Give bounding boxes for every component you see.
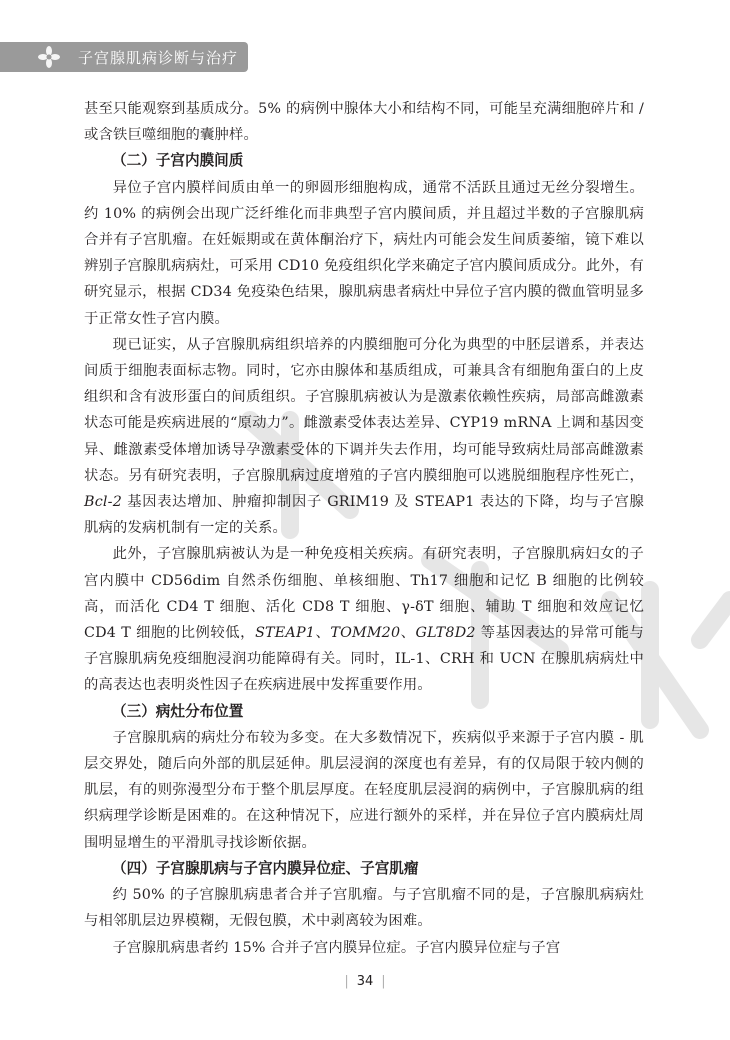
paragraph-text: 此外，子宫腺肌病被认为是一种免疫相关疾病。有研究表明，子宫腺肌病妇女的子宫内膜中 CD56dim 自然杀伤细胞、单核细胞、Th17 细胞和记忆 B 细胞的比例较高，而活化 CD4 T 细胞、活化 CD8 T 细胞、γ-δT 细胞、辅助 T 细胞和效应记忆 CD4 T 细胞的比例较低， xyxy=(84,546,644,642)
paragraph: 约 50% 的子宫腺肌病患者合并子宫肌瘤。与子宫肌瘤不同的是，子宫腺肌病病灶与相邻肌层边界模糊，无假包膜，术中剥离较为困难。 xyxy=(84,887,644,930)
gene-name: STEAP1 xyxy=(255,625,316,642)
page-footer xyxy=(0,974,730,989)
paragraph xyxy=(84,332,644,542)
running-header xyxy=(0,42,248,72)
section-heading: （三）病灶分布位置 xyxy=(112,702,244,720)
gene-name: Bcl-2 xyxy=(84,494,123,511)
gene-name: GLT8D2 xyxy=(415,625,476,642)
flower-icon xyxy=(38,46,60,68)
separator: 、 xyxy=(400,625,416,642)
paragraph: 异位子宫内膜样间质由单一的卵圆形细胞构成，通常不活跃且通过无丝分裂增生。约 10% 的病例会出现广泛纤维化而非典型子宫内膜间质，并且超过半数的子宫腺肌病合并有子宫肌瘤。在妊娠期或在黄体酮治疗下，病灶内可能会发生间质萎缩，镜下难以辨别子宫腺肌病病灶，可采用 CD10 免疫组织化学来确定子宫内膜间质成分。此外，有研究显示，根据 CD34 免疫染色结果，腺肌病患者病灶中异位子宫内膜的微血管明显多于正常女性子宫内膜。 xyxy=(84,179,644,327)
paragraph-text: 等基因表达的异常可能与子宫腺肌病免疫细胞浸润功能障碍有关。同时，IL-1、CRH 和 UCN 在腺肌病病灶中的高表达也表明炎性因子在疾病进展中发挥重要作用。 xyxy=(84,625,644,694)
paragraph xyxy=(84,541,644,698)
section-heading: （四）子宫腺肌病与子宫内膜异位症、子宫肌瘤 xyxy=(112,859,419,877)
paragraph-text: 现已证实，从子宫腺肌病组织培养的内膜细胞可分化为典型的中胚层谱系，并表达间质于细胞表面标志物。同时，它亦由腺体和基质组成，可兼具含有细胞角蛋白的上皮组织和含有波形蛋白的间质组织。子宫腺肌病被认为是激素依赖性疾病，局部高雌激素状态可能是疾病进展的“原动力”。雌激素受体表达差异、CYP19 mRNA 上调和基因变异、雌激素受体增加诱导孕激素受体的下调并失去作用，均可能导致病灶局部高雌激素状态。另有研究表明，子宫腺肌病过度增殖的子宫内膜细胞可以逃脱细胞程序性死亡， xyxy=(84,336,644,484)
page-body xyxy=(84,96,644,961)
paragraph: 甚至只能观察到基质成分。5% 的病例中腺体大小和结构不同，可能呈充满细胞碎片和 / 或含铁巨噬细胞的囊肿样。 xyxy=(84,101,644,144)
section-heading: （二）子宫内膜间质 xyxy=(112,152,244,170)
header-title: 子宫腺肌病诊断与治疗 xyxy=(78,49,239,67)
gene-name: TOMM20 xyxy=(330,625,401,642)
paragraph-text: 基因表达增加、肿瘤抑制因子 GRIM19 及 STEAP1 表达的下降，均与子宫腺肌病的发病机制有一定的关系。 xyxy=(84,494,644,537)
footer-separator: | xyxy=(381,974,386,989)
paragraph: 子宫腺肌病患者约 15% 合并子宫内膜异位症。子宫内膜异位症与子宫 xyxy=(112,939,561,956)
separator: 、 xyxy=(315,625,331,642)
paragraph: 子宫腺肌病的病灶分布较为多变。在大多数情况下，疾病似乎来源于子宫内膜 - 肌层交界处，随后向外部的肌层延伸。肌层浸润的深度也有差异，有的仅局限于较内侧的肌层，有的则弥漫型分布于整个肌层厚度。在轻度肌层浸润的病例中，子宫腺肌病的组织病理学诊断是困难的。在这种情况下，应进行额外的采样，并在异位子宫内膜病灶周围明显增生的平滑肌寻找诊断依据。 xyxy=(84,729,644,851)
page-number: 34 xyxy=(356,974,374,989)
footer-separator: | xyxy=(344,974,349,989)
